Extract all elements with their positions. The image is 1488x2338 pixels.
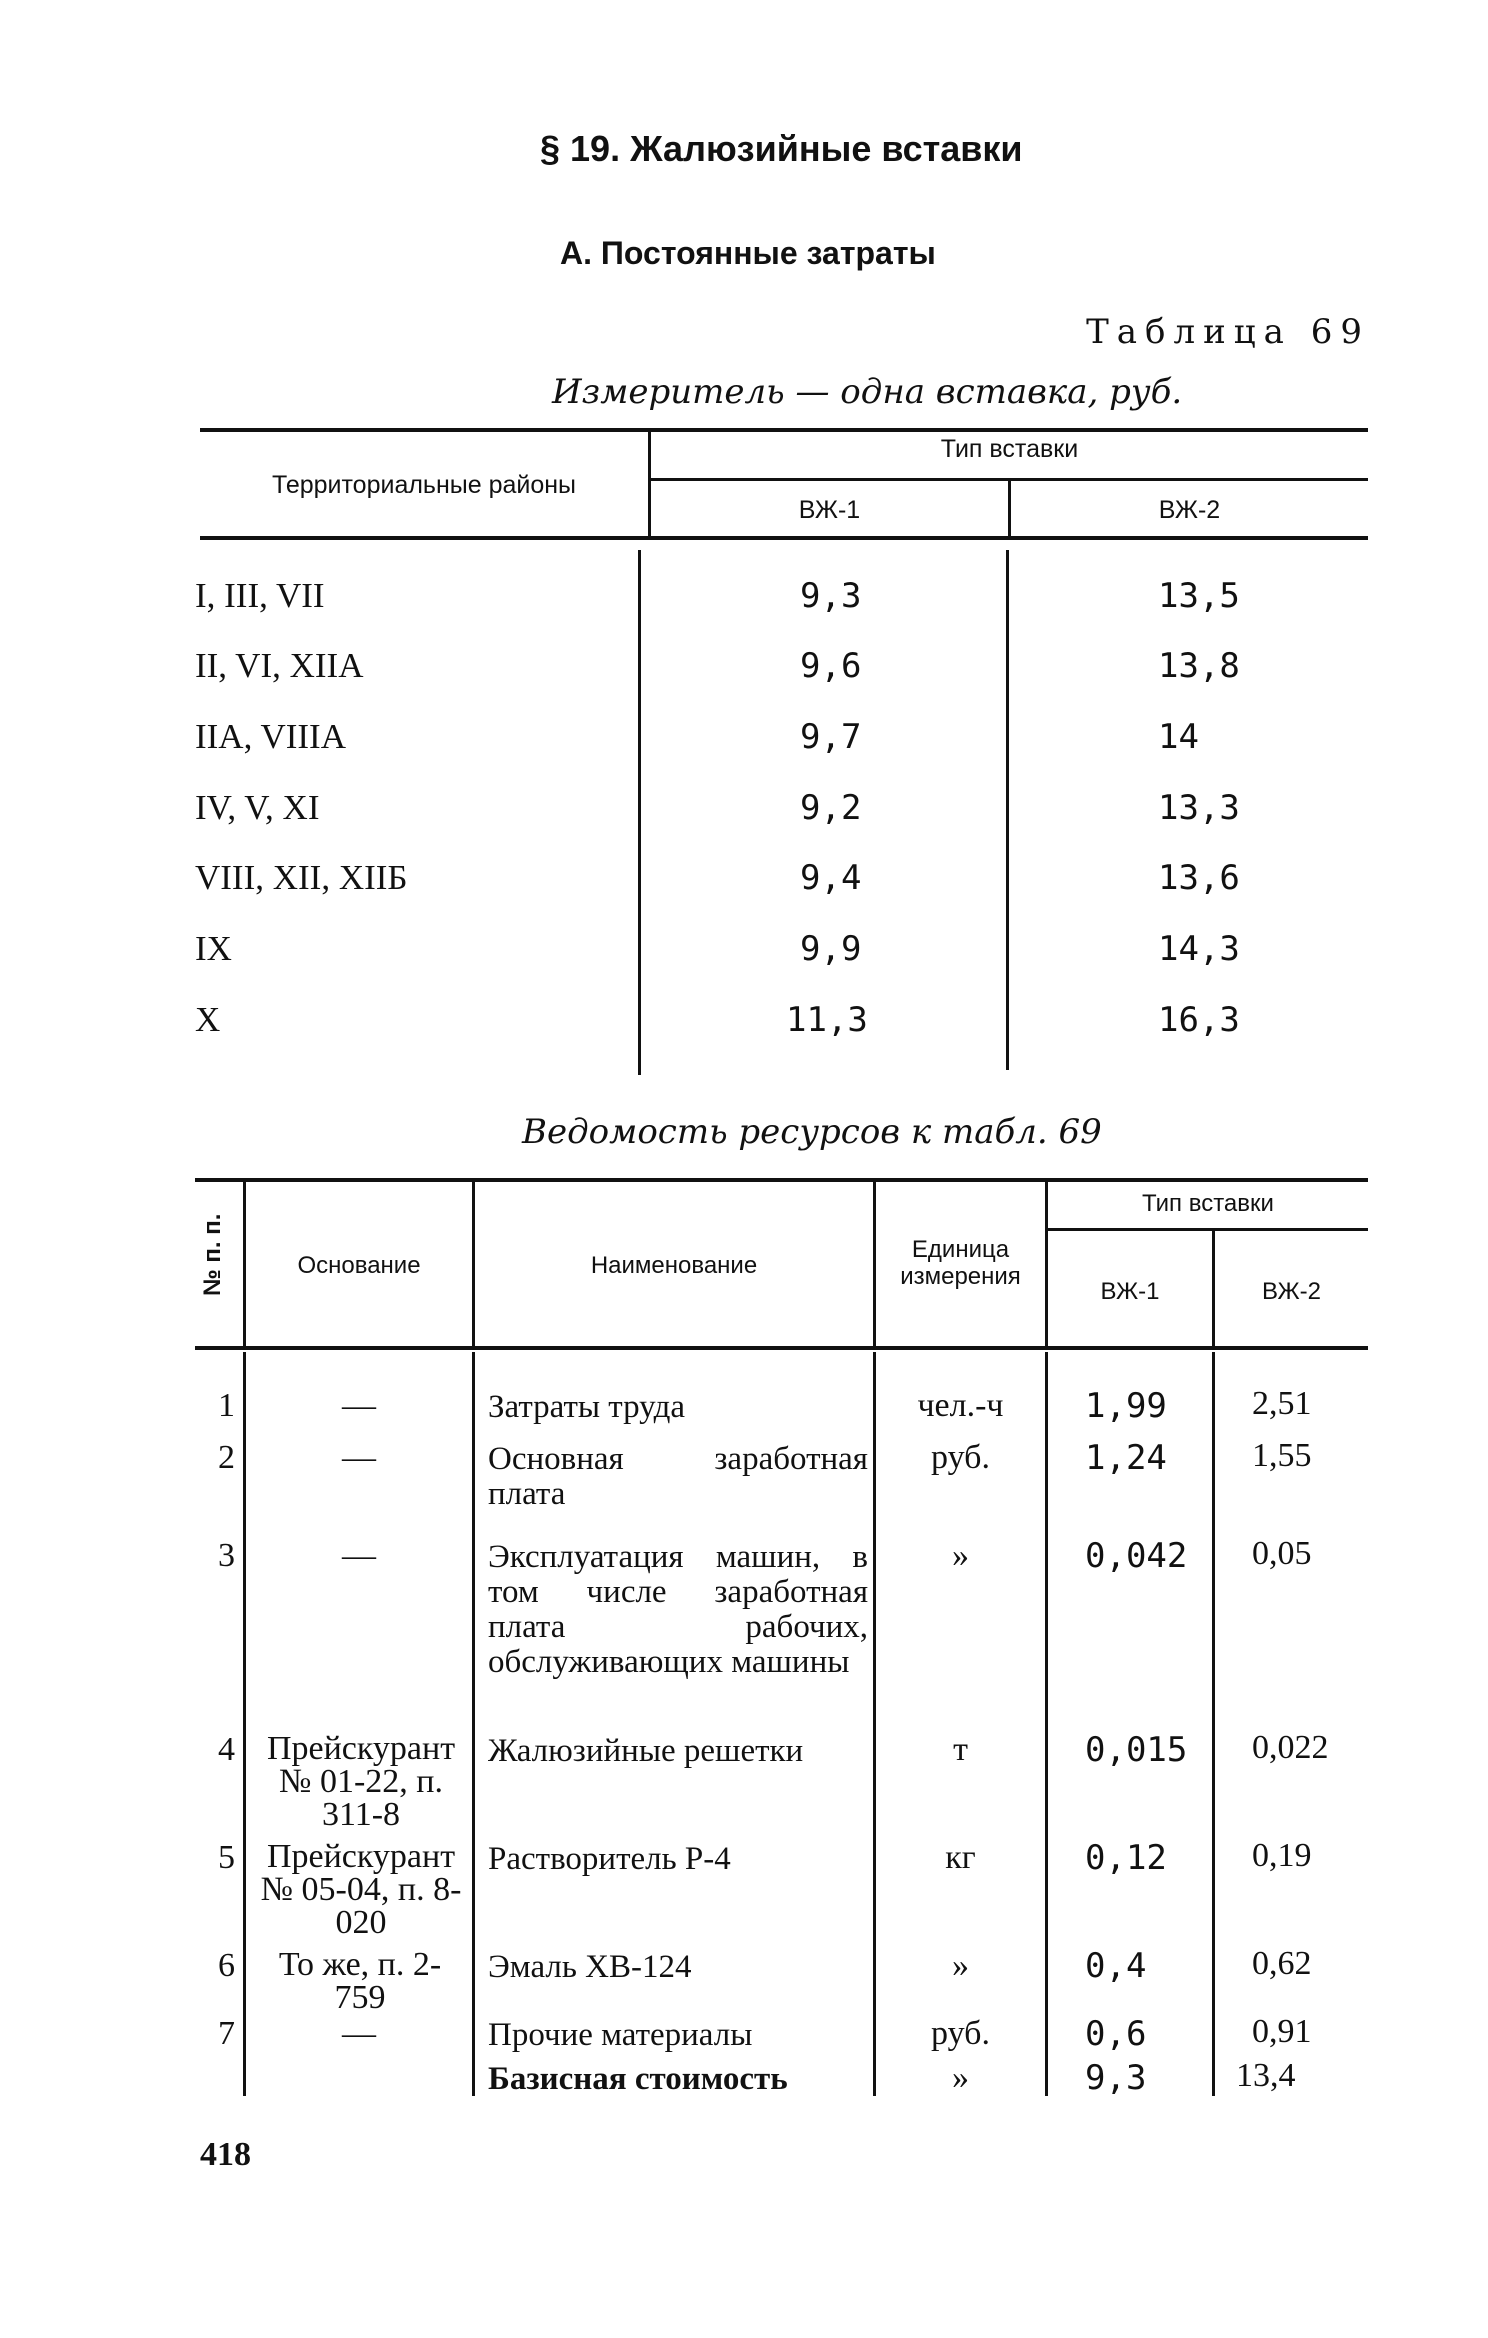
unit-header-line: Единица bbox=[911, 1236, 1010, 1263]
column-header-type: Тип вставки bbox=[940, 435, 1079, 463]
column-header-name: Наименование bbox=[590, 1252, 758, 1279]
row-number: 6 bbox=[218, 1947, 235, 1984]
unit-cell: чел.-ч bbox=[917, 1387, 1004, 1424]
vzh1-cell: 0,12 bbox=[1085, 1838, 1167, 1878]
region-cell: IIA, VIIIA bbox=[195, 717, 346, 756]
column-header-type: Тип вставки bbox=[1142, 1190, 1274, 1217]
table-number: Таблица 69 bbox=[1086, 312, 1370, 352]
resources-caption: Ведомость ресурсов к табл. 69 bbox=[522, 1112, 1102, 1152]
vzh2-cell: 13,3 bbox=[1158, 788, 1240, 828]
basis-cell: Прейскурант № 01-22, п. 311-8 bbox=[266, 1730, 456, 1833]
vzh2-cell: 0,91 bbox=[1252, 2013, 1312, 2050]
column-header-vzh2: ВЖ-2 bbox=[1158, 496, 1221, 524]
vzh1-cell: 9,7 bbox=[800, 717, 862, 757]
unit-header-line: измерения bbox=[900, 1263, 1021, 1290]
vzh2-cell: 0,05 bbox=[1252, 1535, 1312, 1572]
basis-cell: — bbox=[342, 1387, 376, 1424]
vzh1-cell: 9,3 bbox=[800, 576, 862, 616]
vzh2-cell: 14 bbox=[1158, 717, 1199, 757]
unit-cell: » bbox=[952, 2059, 969, 2096]
basis-cell: Прейскурант № 05-04, п. 8-020 bbox=[260, 1838, 462, 1941]
table-measure: Измеритель — одна вставка, руб. bbox=[552, 372, 1183, 412]
column-header-vzh1: ВЖ-1 bbox=[798, 496, 861, 524]
vzh2-cell: 0,62 bbox=[1252, 1945, 1312, 1982]
name-cell: Жалюзийные решетки bbox=[488, 1733, 804, 1769]
column-header-vzh2: ВЖ-2 bbox=[1262, 1278, 1321, 1305]
vzh2-cell: 16,3 bbox=[1158, 1000, 1240, 1040]
section-subtitle: А. Постоянные затраты bbox=[560, 235, 936, 271]
vzh1-cell: 0,4 bbox=[1085, 1946, 1147, 1986]
name-cell: Прочие материалы bbox=[488, 2017, 753, 2053]
vzh1-cell: 0,6 bbox=[1085, 2014, 1147, 2054]
vzh1-cell: 11,3 bbox=[786, 1000, 868, 1040]
divider bbox=[200, 428, 1368, 432]
vzh1-cell: 1,99 bbox=[1085, 1386, 1167, 1426]
vzh1-total: 9,3 bbox=[1085, 2058, 1147, 2098]
total-label: Базисная стоимость bbox=[488, 2061, 788, 2097]
divider bbox=[195, 1178, 1368, 1182]
name-cell: Основная заработная плата bbox=[488, 1441, 868, 1512]
vzh2-cell: 0,022 bbox=[1252, 1729, 1329, 1766]
vzh1-cell: 9,4 bbox=[800, 858, 862, 898]
vzh1-cell: 0,015 bbox=[1085, 1730, 1188, 1770]
region-cell: X bbox=[195, 1000, 221, 1039]
vzh2-cell: 14,3 bbox=[1158, 929, 1240, 969]
region-cell: II, VI, XIIA bbox=[195, 646, 364, 685]
divider bbox=[195, 1346, 1368, 1350]
vzh2-cell: 2,51 bbox=[1252, 1385, 1312, 1422]
section-title: § 19. Жалюзийные вставки bbox=[540, 128, 1023, 169]
basis-cell: То же, п. 2-759 bbox=[278, 1946, 442, 2016]
vzh1-cell: 9,9 bbox=[800, 929, 862, 969]
name-cell: Затраты труда bbox=[488, 1389, 686, 1425]
name-cell: Эмаль ХВ-124 bbox=[488, 1949, 692, 1985]
vzh2-cell: 1,55 bbox=[1252, 1437, 1312, 1474]
vzh1-cell: 1,24 bbox=[1085, 1438, 1167, 1478]
unit-cell: кг bbox=[945, 1839, 976, 1876]
basis-cell: — bbox=[342, 1537, 376, 1574]
vzh2-total: 13,4 bbox=[1236, 2057, 1296, 2094]
vzh1-cell: 9,6 bbox=[800, 646, 862, 686]
divider bbox=[1048, 1228, 1368, 1231]
column-header-number: № п. п. bbox=[199, 1213, 226, 1296]
region-cell: IV, V, XI bbox=[195, 788, 320, 827]
page-number: 418 bbox=[200, 2136, 251, 2173]
region-cell: VIII, XII, XIIБ bbox=[195, 858, 408, 897]
column-header-vzh1: ВЖ-1 bbox=[1100, 1278, 1160, 1305]
region-cell: IX bbox=[195, 929, 232, 968]
vzh2-cell: 13,8 bbox=[1158, 646, 1240, 686]
divider bbox=[638, 550, 641, 1075]
row-number: 3 bbox=[218, 1537, 235, 1574]
name-cell: Растворитель Р-4 bbox=[488, 1841, 731, 1877]
vzh1-cell: 0,042 bbox=[1085, 1536, 1188, 1576]
vzh2-cell: 13,5 bbox=[1158, 576, 1240, 616]
vzh1-cell: 9,2 bbox=[800, 788, 862, 828]
row-number: 4 bbox=[218, 1731, 235, 1768]
region-cell: I, III, VII bbox=[195, 576, 325, 615]
basis-cell: — bbox=[342, 2015, 376, 2052]
basis-cell: — bbox=[342, 1439, 376, 1476]
divider bbox=[472, 1352, 475, 2096]
row-number: 5 bbox=[218, 1839, 235, 1876]
row-number: 1 bbox=[218, 1387, 235, 1424]
divider bbox=[1006, 550, 1009, 1070]
divider bbox=[200, 536, 1368, 540]
column-header-basis: Основание bbox=[297, 1252, 421, 1279]
column-header-region: Территориальные районы bbox=[271, 471, 577, 499]
row-number: 2 bbox=[218, 1439, 235, 1476]
column-header-unit bbox=[876, 1236, 1045, 1290]
vzh2-cell: 0,19 bbox=[1252, 1837, 1312, 1874]
row-number: 7 bbox=[218, 2015, 235, 2052]
unit-cell: т bbox=[953, 1731, 968, 1768]
name-cell: Эксплуатация машин, в том числе заработная плата рабочих, обслуживающих машины bbox=[488, 1539, 868, 1680]
unit-cell: руб. bbox=[931, 2015, 990, 2052]
vzh2-cell: 13,6 bbox=[1158, 858, 1240, 898]
unit-cell: руб. bbox=[931, 1439, 990, 1476]
unit-cell: » bbox=[952, 1537, 969, 1574]
divider bbox=[1212, 1352, 1215, 2096]
divider bbox=[1045, 1352, 1048, 2096]
unit-cell: » bbox=[952, 1947, 969, 1984]
